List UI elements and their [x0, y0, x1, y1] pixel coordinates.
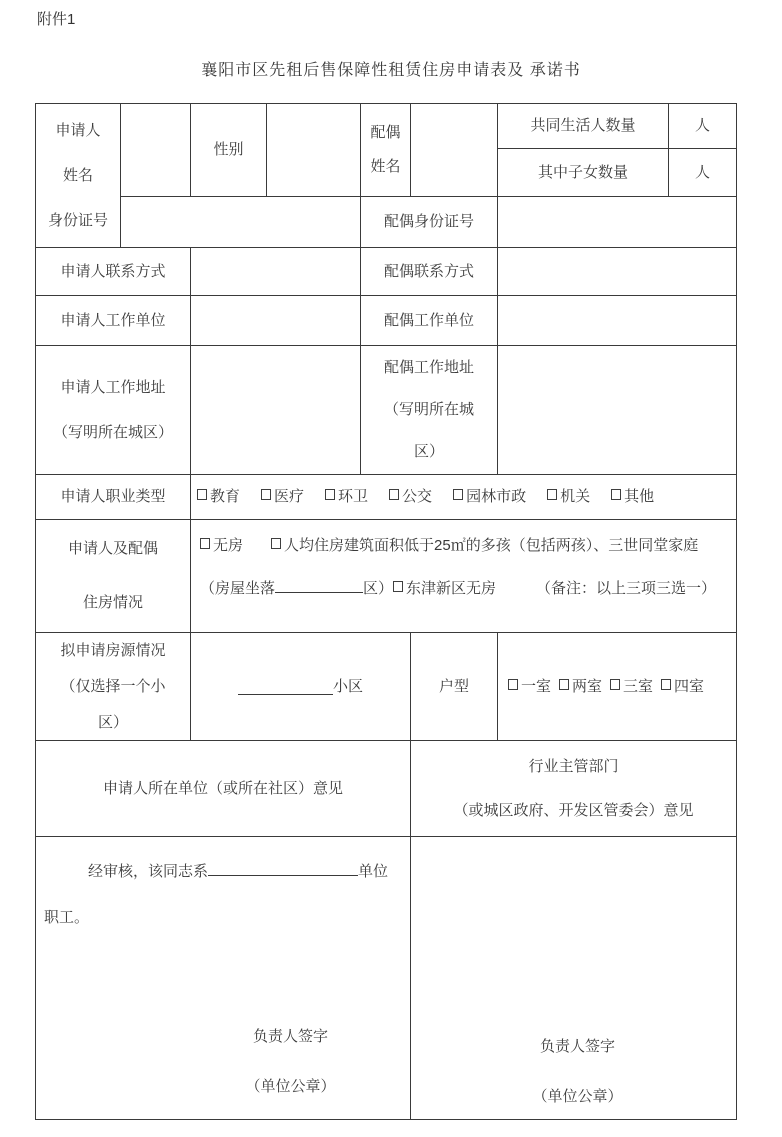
spouse-address-label-line3: 区）: [413, 443, 444, 460]
applicant-address-label-cell: [36, 346, 191, 475]
housing-option-no-house: 无房: [200, 537, 243, 554]
checkbox-icon: [453, 489, 463, 500]
checkbox-icon: [197, 489, 207, 500]
authority-opinion-label-line2: （或城区政府、开发区管委会）意见: [453, 801, 694, 819]
housing-label-cell: [36, 520, 191, 633]
occupation-option: 环卫: [325, 487, 368, 507]
community-field-cell: [191, 633, 411, 741]
occupation-option: 机关: [547, 487, 590, 507]
applicant-address-label-line1: 申请人工作地址: [60, 378, 166, 396]
page-title: 襄阳市区先租后售保障性租赁住房申请表及 承诺书: [201, 62, 581, 79]
applicant-label: 申请人: [55, 121, 101, 139]
applicant-contact-label-cell: [36, 248, 191, 296]
applicant-contact-label: 申请人联系方式: [60, 262, 166, 280]
employer-opinion-body-cell: [36, 837, 411, 1120]
checkbox-icon: [508, 679, 518, 690]
applicant-employer-field: [191, 296, 361, 346]
unit-type-label: 户型: [438, 677, 469, 695]
occupation-option: 医疗: [261, 487, 304, 507]
cohabitants-label: 共同生活人数量: [530, 117, 636, 134]
spouse-address-field: [498, 346, 737, 475]
room-option: 三室: [610, 677, 653, 697]
applicant-address-label-line2: （写明所在城区）: [52, 423, 173, 441]
employer-opinion-label: 申请人所在单位（或所在社区）意见: [102, 779, 343, 797]
checkbox-icon: [200, 538, 210, 549]
planned-housing-label-cell: [36, 633, 191, 741]
occupation-option: 公交: [389, 487, 432, 507]
spouse-contact-field: [498, 248, 737, 296]
cohabitants-unit-label: 人: [694, 117, 710, 134]
occupation-options-cell: [191, 475, 737, 520]
gender-label-cell: [191, 104, 267, 197]
checkbox-icon: [393, 581, 403, 592]
housing-option-area-suffix: 区）: [363, 580, 394, 597]
spouse-address-label-line1: 配偶工作地址: [383, 359, 474, 376]
spouse-id-field: [498, 197, 737, 248]
room-option: 四室: [661, 677, 704, 697]
signer-signature-label: 负责人签字: [252, 1028, 328, 1045]
room-options-cell: [498, 633, 737, 741]
spouse-address-label-line2: （写明所在城: [383, 401, 474, 418]
housing-options-cell: [191, 520, 737, 633]
applicant-name-field: [121, 104, 191, 197]
spouse-name-label-cell: [361, 104, 411, 197]
gender-label: 性别: [213, 141, 244, 158]
spouse-address-label-cell: [361, 346, 498, 475]
applicant-name-id-label-cell: [36, 104, 121, 248]
checkbox-icon: [661, 679, 671, 690]
fill-in-blank: [208, 860, 358, 876]
name-label: 姓名: [62, 166, 93, 184]
right-signature-block: [411, 1022, 736, 1122]
applicant-address-field: [191, 346, 361, 475]
checkbox-icon: [325, 489, 335, 500]
applicant-employer-label-cell: [36, 296, 191, 346]
occupation-label-cell: [36, 475, 191, 520]
housing-option-area-text: 人均住房建筑面积低于25㎡的多孩（包括两孩）、三世同堂家庭（房屋坐落: [200, 537, 699, 597]
planned-housing-label-line3: 区）: [97, 713, 128, 731]
children-unit-cell: [669, 149, 737, 197]
spouse-name-field: [411, 104, 498, 197]
children-count-label: 其中子女数量: [537, 163, 628, 181]
housing-label-line1: 申请人及配偶: [67, 540, 158, 557]
checkbox-icon: [611, 489, 621, 500]
housing-option-dongjin: 东津新区无房: [393, 580, 496, 597]
occupation-label: 申请人职业类型: [60, 488, 166, 505]
cohabitants-label-cell: [498, 104, 669, 149]
authority-opinion-body-cell: [411, 837, 737, 1120]
fill-in-blank: [275, 577, 363, 593]
fill-in-blank: [238, 679, 333, 695]
applicant-contact-field: [191, 248, 361, 296]
children-count-label-cell: [498, 149, 669, 197]
room-option: 两室: [559, 677, 602, 697]
employer-opinion-header-cell: [36, 741, 411, 837]
left-signature-block: [36, 1012, 410, 1112]
children-unit-label: 人: [694, 163, 710, 181]
unit-seal-label: （单位公章）: [532, 1088, 623, 1105]
spouse-employer-field: [498, 296, 737, 346]
spouse-employer-label: 配偶工作单位: [383, 311, 474, 329]
gap: [243, 549, 271, 550]
planned-housing-label-line1: 拟申请房源情况: [60, 641, 166, 659]
occupation-option: 教育: [197, 487, 240, 507]
unit-type-label-cell: [411, 633, 498, 741]
spouse-employer-label-cell: [361, 296, 498, 346]
id-number-label: 身份证号: [47, 211, 108, 229]
application-form-table: [35, 103, 737, 1120]
spouse-contact-label-cell: [361, 248, 498, 296]
gap: [496, 592, 536, 593]
spouse-name-label: 姓名: [370, 158, 401, 175]
spouse-label: 配偶: [370, 124, 401, 141]
authority-opinion-label-line1: 行业主管部门: [528, 757, 619, 775]
spouse-contact-label: 配偶联系方式: [383, 262, 474, 280]
planned-housing-label-line2: （仅选择一个小: [60, 677, 166, 695]
unit-seal-label: （单位公章）: [245, 1078, 336, 1095]
room-option: 一室: [508, 677, 551, 697]
housing-note: （备注：以上三项三选一）: [536, 580, 717, 597]
gender-field: [267, 104, 361, 197]
checkbox-icon: [261, 489, 271, 500]
checkbox-icon: [547, 489, 557, 500]
applicant-id-field: [121, 197, 361, 248]
applicant-employer-label: 申请人工作单位: [60, 311, 166, 329]
review-statement: 经审核，该同志系 单位职工。: [36, 837, 410, 941]
attachment-label: 附件1: [37, 11, 76, 28]
checkbox-icon: [610, 679, 620, 690]
checkbox-icon: [559, 679, 569, 690]
signer-signature-label: 负责人签字: [539, 1038, 615, 1055]
occupation-option: 园林市政: [453, 487, 526, 507]
cohabitants-unit-cell: [669, 104, 737, 149]
housing-label-line2: 住房情况: [82, 594, 143, 611]
spouse-id-label: 配偶身份证号: [383, 213, 474, 230]
authority-opinion-header-cell: [411, 741, 737, 837]
community-suffix-label: 小区: [332, 677, 363, 695]
checkbox-icon: [389, 489, 399, 500]
spouse-id-label-cell: [361, 197, 498, 248]
occupation-option: 其他: [611, 487, 654, 507]
checkbox-icon: [271, 538, 281, 549]
